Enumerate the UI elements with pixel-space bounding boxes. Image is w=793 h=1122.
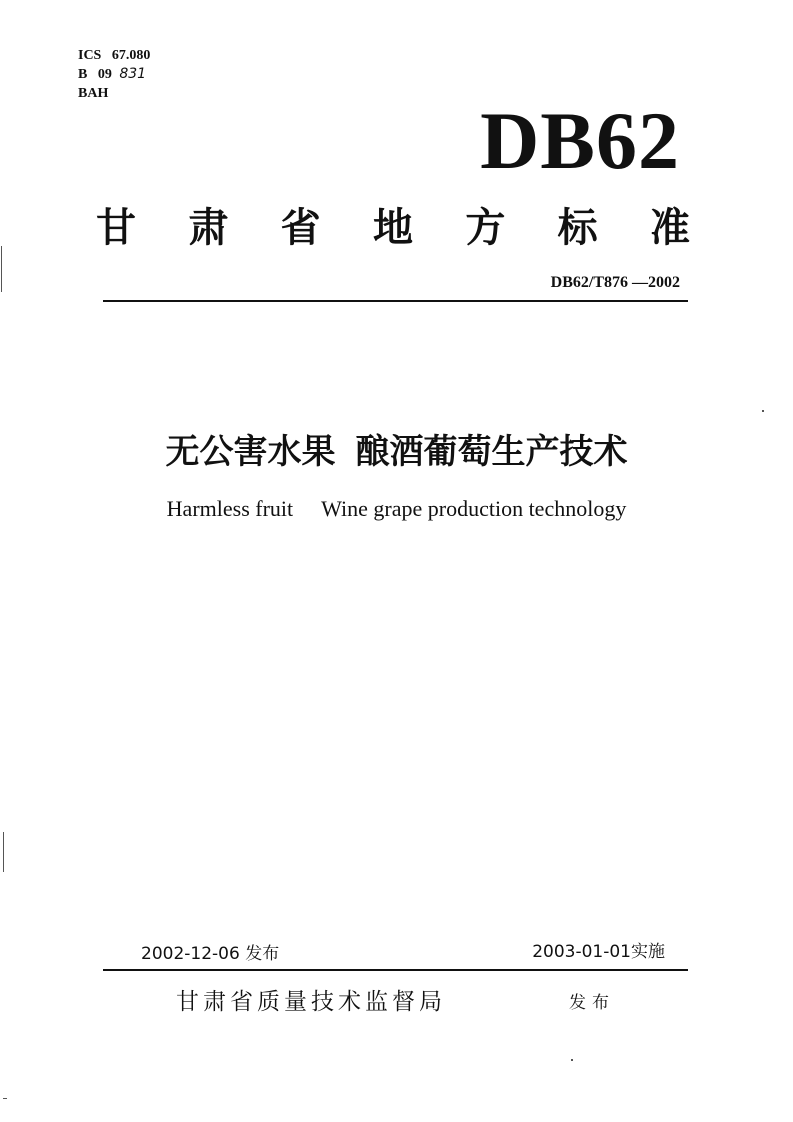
standard-type-char: 地 <box>372 205 413 251</box>
scan-edge-mark <box>3 1098 7 1099</box>
issuer-name: 甘肃省质量技术监督局 <box>176 989 446 1015</box>
standard-type-char: 准 <box>649 205 690 251</box>
ccs-row <box>78 65 150 84</box>
ccs-handwritten-number: 831 <box>119 66 147 82</box>
standard-type-char: 标 <box>557 205 598 251</box>
footer-divider <box>103 969 688 971</box>
scan-dot <box>571 1059 573 1061</box>
db-code-logo: DB62 <box>480 95 680 186</box>
scan-edge-mark <box>1 246 2 292</box>
ccs-code: 09 <box>97 67 112 82</box>
standard-number: DB62/T876 —2002 <box>550 274 680 291</box>
ics-row <box>78 46 150 65</box>
standard-type-char: 省 <box>280 205 321 251</box>
ccs-label: B <box>78 67 88 82</box>
standard-type-char: 甘 <box>96 205 136 251</box>
ics-code: 67.080 <box>111 48 151 63</box>
title-en-part2: Wine grape production technology <box>321 496 627 521</box>
title-cn-part1: 无公害水果 <box>165 432 336 472</box>
issue-date: 2002-12-06 发布 <box>141 944 280 964</box>
classification-block <box>78 46 150 103</box>
title-cn-part2: 酿酒葡萄生产技术 <box>355 432 628 472</box>
scan-dot <box>762 410 764 412</box>
standard-type-title <box>96 200 690 256</box>
standard-type-char: 肃 <box>188 205 229 251</box>
standard-type-char: 方 <box>465 205 506 251</box>
document-title-en <box>0 494 793 524</box>
ics-label: ICS <box>78 48 102 63</box>
scan-edge-mark <box>3 832 4 872</box>
header-divider <box>103 300 688 302</box>
title-en-part1: Harmless fruit <box>166 496 294 521</box>
issuer-action: 发布 <box>569 993 615 1013</box>
record-code: BAH <box>78 86 109 101</box>
document-title-cn <box>0 428 793 476</box>
implement-date: 2003-01-01实施 <box>532 942 665 962</box>
